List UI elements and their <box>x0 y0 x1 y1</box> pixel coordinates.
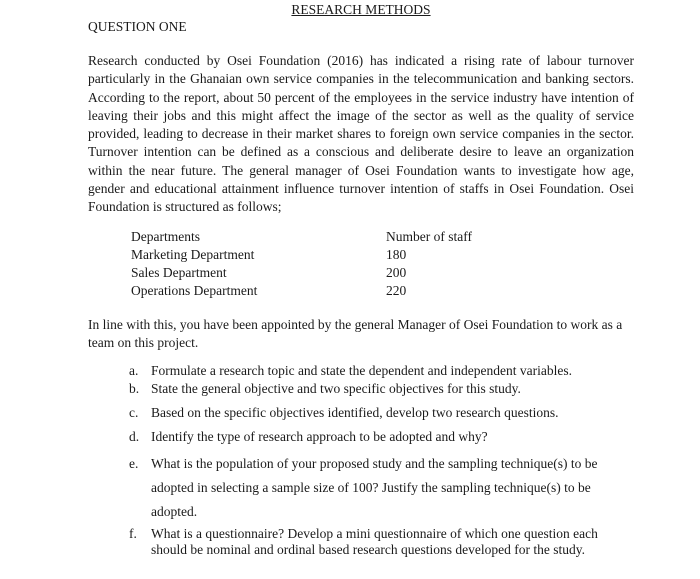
list-marker: a. <box>129 363 139 378</box>
list-item-text: State the general objective and two specific objectives for this study. <box>151 381 521 396</box>
list-marker: f. <box>129 526 137 541</box>
list-item <box>129 404 629 422</box>
document-title: RESEARCH METHODS <box>291 2 431 17</box>
intro-paragraph: Research conducted by Osei Foundation (2016) has indicated a rising rate of labour turnover particularly in the Ghanaian own service companies in the telecommunication and banking sectors. According to the report, about 50 percent of the employees in the service industry have intention of leaving their jobs and this might affect the image of the sector as well as the quality of service provided, leading to decrease in their market shares to foreign own service companies in the sector. Turnover intention can be defined as a conscious and deliberate desire to leave an organization within the near future. The general manager of Osei Foundation wants to investigate how age, gender and educational attainment influence turnover intention of staffs in Osei Foundation. Osei Foundation is structured as follows; <box>88 53 634 215</box>
header-departments: Departments <box>131 229 200 244</box>
staff-count: 200 <box>386 265 407 280</box>
list-item <box>129 526 629 558</box>
department-name: Marketing Department <box>131 247 255 262</box>
list-item-text: Formulate a research topic and state the dependent and independent variables. <box>151 363 572 378</box>
list-item-text: Based on the specific objectives identified, develop two research questions. <box>151 405 559 420</box>
list-item-text: What is the population of your proposed study and the sampling technique(s) to be adopted in selecting a sample size of 100? Justify the sampling technique(s) to be adopted. <box>151 456 598 519</box>
lead-paragraph: In line with this, you have been appointed by the general Manager of Osei Foundation to work as a team on this project. <box>88 317 623 351</box>
list-item-text: Identify the type of research approach to be adopted and why? <box>151 429 488 444</box>
header-number-of-staff: Number of staff <box>386 229 472 244</box>
department-name: Operations Department <box>131 283 258 298</box>
list-marker: d. <box>129 429 140 444</box>
list-item <box>129 428 629 446</box>
department-name: Sales Department <box>131 265 227 280</box>
list-item-text: What is a questionnaire? Develop a mini questionnaire of which one question each should be nominal and ordinal based research questions developed for the study. <box>151 526 598 557</box>
list-marker: b. <box>129 381 140 396</box>
question-heading: QUESTION ONE <box>88 19 187 34</box>
staff-count: 180 <box>386 247 407 262</box>
list-item <box>129 452 629 524</box>
list-marker: c. <box>129 405 139 420</box>
list-item <box>129 362 629 380</box>
staff-count: 220 <box>386 283 407 298</box>
list-marker: e. <box>129 456 139 471</box>
list-item <box>129 380 629 398</box>
task-list <box>129 362 629 558</box>
